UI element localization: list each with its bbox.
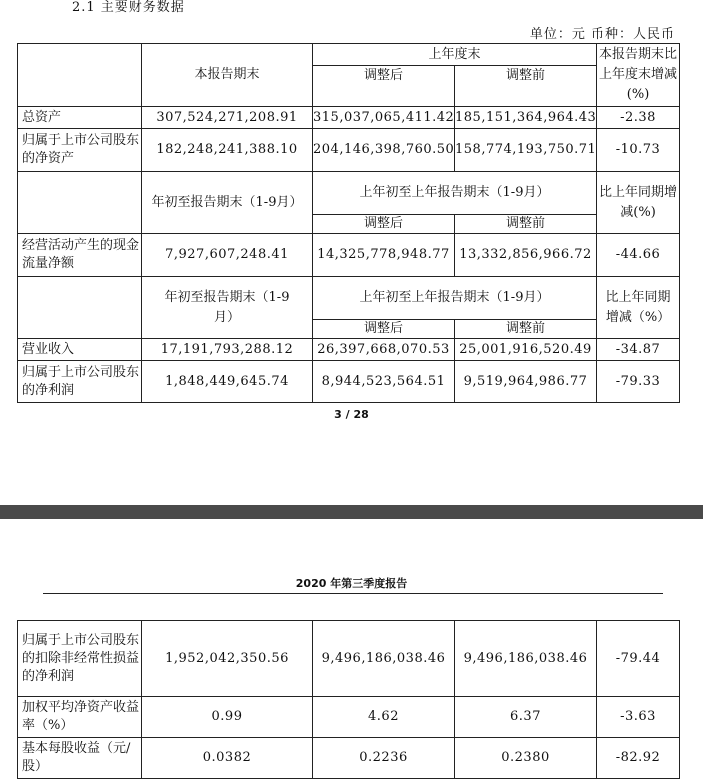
page-separator <box>0 505 703 519</box>
cell-adjusted-after: 14,325,778,948.77 <box>313 234 455 277</box>
row-header-blank <box>18 277 142 339</box>
cell-change: -44.66 <box>597 234 680 277</box>
row-label: 营业收入 <box>18 339 142 361</box>
col-adjusted-before: 调整前 <box>455 66 597 107</box>
col-prior-year-end: 上年度末 <box>313 44 597 66</box>
cell-adjusted-before: 0.2380 <box>455 738 597 779</box>
row-label: 归属于上市公司股东的扣除非经常性损益的净利润 <box>18 621 142 697</box>
row-header-blank <box>18 172 142 234</box>
table-row <box>18 697 680 738</box>
col-prior-ytd: 上年初至上年报告期末（1-9月） <box>313 277 597 320</box>
col-adjusted-before: 调整前 <box>455 320 597 339</box>
cell-current: 1,952,042,350.56 <box>142 621 313 697</box>
table-row <box>18 361 680 403</box>
row-header-blank <box>18 44 142 107</box>
table-row <box>18 129 680 172</box>
cell-adjusted-before: 6.37 <box>455 697 597 738</box>
cell-adjusted-before: 25,001,916,520.49 <box>455 339 597 361</box>
section-title: 2.1 主要财务数据 <box>72 0 185 15</box>
col-change-pct: 本报告期末比上年度末增减(%) <box>597 44 680 107</box>
page-number: 3 / 28 <box>334 408 369 421</box>
report-running-header: 2020 年第三季度报告 <box>295 577 408 590</box>
cell-current: 1,848,449,645.74 <box>142 361 313 403</box>
cell-adjusted-after: 26,397,668,070.53 <box>313 339 455 361</box>
row-label: 总资产 <box>18 107 142 129</box>
header-divider <box>43 593 663 594</box>
report-page-4 <box>0 519 703 780</box>
cell-current: 0.0382 <box>142 738 313 779</box>
col-current-period-end: 本报告期末 <box>142 44 313 107</box>
cell-change: -82.92 <box>597 738 680 779</box>
cell-change: -34.87 <box>597 339 680 361</box>
cell-adjusted-after: 204,146,398,760.50 <box>313 129 455 172</box>
row-label: 基本每股收益（元/股） <box>18 738 142 779</box>
cell-adjusted-before: 9,519,964,986.77 <box>455 361 597 403</box>
cell-adjusted-after: 8,944,523,564.51 <box>313 361 455 403</box>
cell-current: 0.99 <box>142 697 313 738</box>
row-label: 经营活动产生的现金流量净额 <box>18 234 142 277</box>
col-ytd: 年初至报告期末（1-9月） <box>142 172 313 234</box>
continued-financial-data-table <box>17 620 680 779</box>
cell-change: -10.73 <box>597 129 680 172</box>
cell-adjusted-after: 0.2236 <box>313 738 455 779</box>
cell-adjusted-before: 185,151,364,964.43 <box>455 107 597 129</box>
cell-current: 7,927,607,248.41 <box>142 234 313 277</box>
row-label: 归属于上市公司股东的净利润 <box>18 361 142 403</box>
cell-adjusted-before: 158,774,193,750.71 <box>455 129 597 172</box>
cell-adjusted-after: 9,496,186,038.46 <box>313 621 455 697</box>
col-adjusted-after: 调整后 <box>313 320 455 339</box>
row-label: 加权平均净资产收益率（%） <box>18 697 142 738</box>
cell-adjusted-before: 9,496,186,038.46 <box>455 621 597 697</box>
row-label: 归属于上市公司股东的净资产 <box>18 129 142 172</box>
cell-adjusted-before: 13,332,856,966.72 <box>455 234 597 277</box>
main-financial-data-table <box>17 43 680 403</box>
cell-change: -79.33 <box>597 361 680 403</box>
col-adjusted-after: 调整后 <box>313 66 455 107</box>
col-change-pct: 比上年同期增减（%） <box>597 277 680 339</box>
table-row <box>18 234 680 277</box>
cell-adjusted-after: 315,037,065,411.42 <box>313 107 455 129</box>
table-row <box>18 339 680 361</box>
cell-adjusted-after: 4.62 <box>313 697 455 738</box>
cell-change: -2.38 <box>597 107 680 129</box>
table-row <box>18 738 680 779</box>
cell-change: -79.44 <box>597 621 680 697</box>
col-adjusted-after: 调整后 <box>313 215 455 234</box>
col-ytd: 年初至报告期末（1-9月） <box>142 277 313 339</box>
table-row <box>18 107 680 129</box>
cell-current: 17,191,793,288.12 <box>142 339 313 361</box>
col-change-pct: 比上年同期增减(%) <box>597 172 680 234</box>
col-adjusted-before: 调整前 <box>455 215 597 234</box>
col-prior-ytd: 上年初至上年报告期末（1-9月） <box>313 172 597 215</box>
unit-currency-line: 单位：元 币种：人民币 <box>529 27 675 42</box>
cell-current: 307,524,271,208.91 <box>142 107 313 129</box>
table-row <box>18 621 680 697</box>
cell-change: -3.63 <box>597 697 680 738</box>
cell-current: 182,248,241,388.10 <box>142 129 313 172</box>
